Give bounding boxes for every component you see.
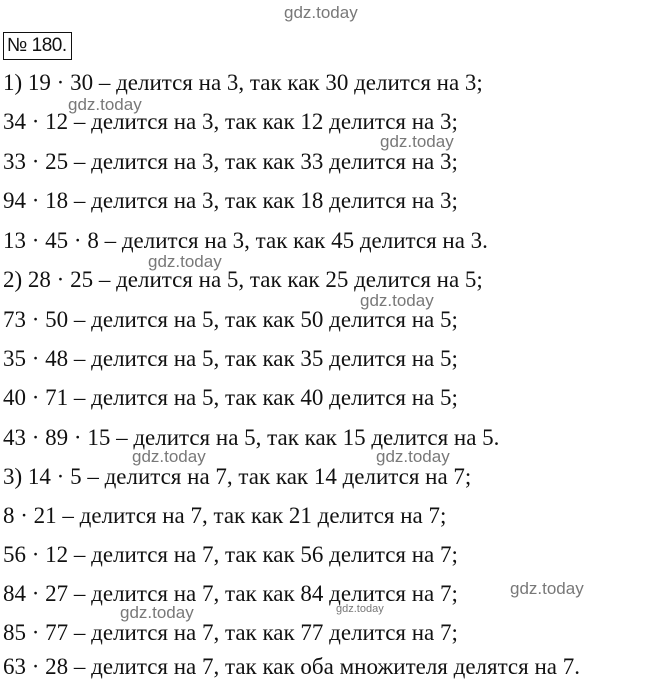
watermark: gdz.today	[120, 603, 194, 622]
solution-line: 63 · 28 – делится на 7, так как оба множителя делятся на 7.	[3, 654, 580, 679]
solution-line: 84 · 27 – делится на 7, так как 84 делится на 7;	[3, 581, 458, 606]
watermark: gdz.today	[510, 579, 584, 598]
watermark: gdz.today	[380, 132, 454, 151]
solution-line: 73 · 50 – делится на 5, так как 50 делится на 5;	[3, 307, 458, 332]
solution-line: 43 · 89 · 15 – делится на 5, так как 15 делится на 5.	[3, 425, 500, 450]
task-number-label: № 180.	[3, 32, 72, 60]
solution-line: 85 · 77 – делится на 7, так как 77 делится на 7;	[3, 620, 458, 645]
solution-line: 40 · 71 – делится на 5, так как 40 делится на 5;	[3, 385, 458, 410]
watermark: gdz.today	[336, 603, 384, 615]
solution-line: 1) 19 · 30 – делится на 3, так как 30 делится на 3;	[3, 70, 483, 95]
solution-line: 13 · 45 · 8 – делится на 3, так как 45 делится на 3.	[3, 228, 488, 253]
solution-line: 3) 14 · 5 – делится на 7, так как 14 делится на 7;	[3, 464, 472, 489]
solution-line: 2) 28 · 25 – делится на 5, так как 25 делится на 5;	[3, 267, 483, 292]
solution-line: 94 · 18 – делится на 3, так как 18 делится на 3;	[3, 188, 458, 213]
watermark: gdz.today	[132, 447, 206, 466]
solution-line: 8 · 21 – делится на 7, так как 21 делится на 7;	[3, 503, 447, 528]
solution-line: 33 · 25 – делится на 3, так как 33 делится на 3;	[3, 149, 458, 174]
watermark: gdz.today	[148, 252, 222, 271]
watermark: gdz.today	[284, 3, 358, 22]
solution-line: 34 · 12 – делится на 3, так как 12 делится на 3;	[3, 109, 458, 134]
watermark: gdz.today	[68, 95, 142, 114]
watermark: gdz.today	[360, 291, 434, 310]
watermark: gdz.today	[376, 447, 450, 466]
solution-line: 35 · 48 – делится на 5, так как 35 делится на 5;	[3, 346, 458, 371]
solution-line: 56 · 12 – делится на 7, так как 56 делится на 7;	[3, 542, 458, 567]
